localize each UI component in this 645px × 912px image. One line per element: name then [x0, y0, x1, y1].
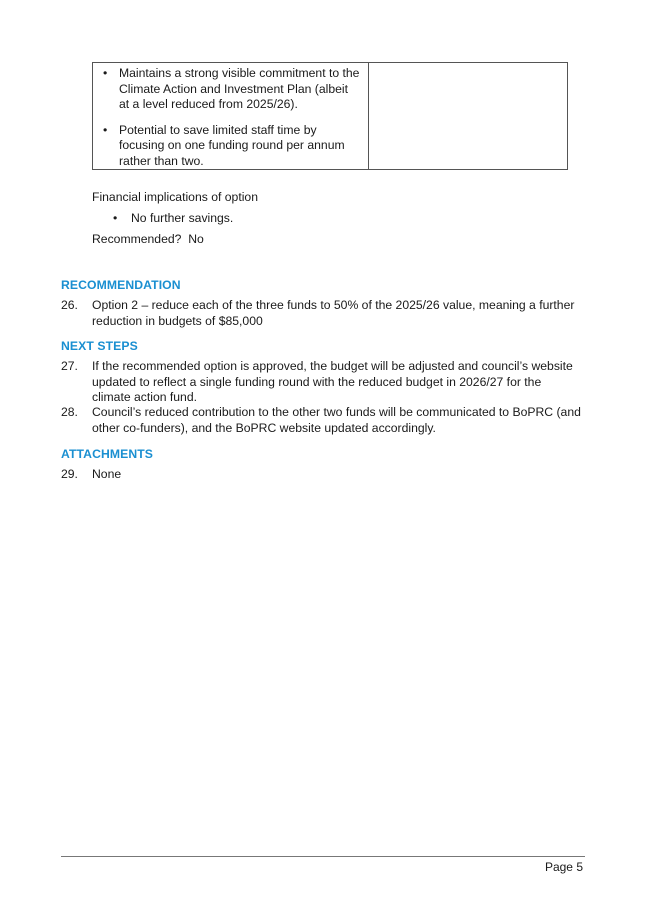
- item-text: If the recommended option is approved, the budget will be adjusted and council’s website updated to reflect a single funding round with the reduced budget in 2026/27 for the climate action fund.: [92, 359, 573, 404]
- list-item: [100, 123, 360, 170]
- option-pros-table: [92, 62, 568, 170]
- item-text: Council’s reduced contribution to the other two funds will be communicated to BoPRC (and other co-funders), and the BoPRC website updated accordingly.: [92, 405, 581, 435]
- list-item: [113, 211, 233, 227]
- financial-implications-label: Financial implications of option: [92, 190, 258, 204]
- item-text: Option 2 – reduce each of the three funds to 50% of the 2025/26 value, meaning a further reduction in budgets of $85,000: [92, 298, 575, 328]
- financial-bullet-text: No further savings.: [131, 211, 234, 225]
- bullet-icon: •: [113, 211, 118, 225]
- numbered-item: [61, 405, 581, 436]
- item-number: 29.: [61, 467, 78, 481]
- item-number: 26.: [61, 298, 78, 312]
- cons-column: [369, 63, 567, 169]
- pro-text: Maintains a strong visible commitment to the Climate Action and Investment Plan (albeit at a level reduced from 2025/26).: [119, 66, 360, 111]
- bullet-icon: •: [103, 66, 108, 80]
- footer-divider: [61, 856, 585, 857]
- numbered-item: [61, 467, 581, 483]
- numbered-item: [61, 359, 581, 406]
- numbered-item: [61, 298, 581, 329]
- next-steps-heading: NEXT STEPS: [61, 339, 138, 353]
- item-number: 27.: [61, 359, 78, 373]
- pros-column: [93, 63, 369, 169]
- page-number: Page 5: [544, 860, 583, 874]
- pro-text: Potential to save limited staff time by focusing on one funding round per annum rather than two.: [119, 122, 345, 168]
- item-text: None: [92, 467, 122, 481]
- attachments-heading: ATTACHMENTS: [61, 447, 154, 461]
- list-item: [100, 66, 360, 113]
- recommendation-heading: RECOMMENDATION: [61, 278, 181, 292]
- bullet-icon: •: [103, 122, 108, 137]
- item-number: 28.: [61, 405, 78, 419]
- recommended-status: Recommended? No: [92, 232, 204, 246]
